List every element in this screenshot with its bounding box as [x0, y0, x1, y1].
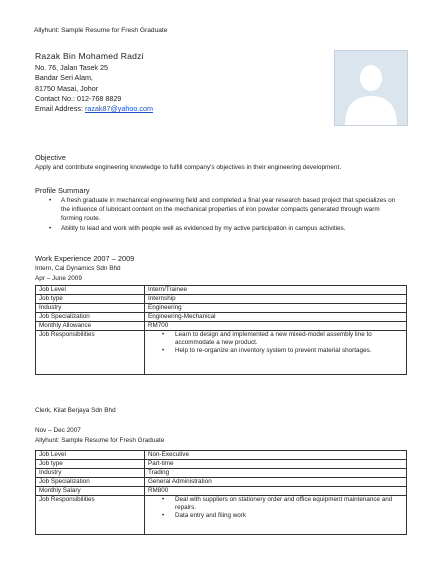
- address-line-3: 81750 Masai, Johor: [35, 83, 99, 93]
- table-key: Monthly Salary: [36, 487, 145, 496]
- email-link[interactable]: razak87@yahoo.com: [84, 104, 153, 114]
- table-row: [36, 331, 407, 375]
- page2-header: Allyhunt: Sample Resume for Fresh Graduate: [35, 437, 165, 444]
- profile-photo: [334, 50, 408, 126]
- table-value: Trading: [145, 469, 407, 478]
- table-value: Intern/Trainee: [145, 286, 407, 295]
- job1-table: [35, 285, 407, 375]
- table-key: Job Level: [36, 286, 145, 295]
- table-row: [36, 451, 407, 460]
- email-label: Email Address:: [35, 104, 85, 114]
- table-value: Part-time: [145, 460, 407, 469]
- responsibility-item: • Deal with suppliers on stationery order and office equipment maintenance and repairs.: [148, 496, 403, 512]
- table-row: [36, 322, 407, 331]
- table-value: RM700: [145, 322, 407, 331]
- table-key: Job Level: [36, 451, 145, 460]
- table-key: Job type: [36, 295, 145, 304]
- profile-summary-heading: Profile Summary: [35, 186, 90, 195]
- table-row: [36, 313, 407, 322]
- table-key: Industry: [36, 304, 145, 313]
- profile-summary-list: [47, 196, 399, 233]
- table-row: [36, 304, 407, 313]
- objective-text: Apply and contribute engineering knowledge to fulfill company's objectives in their engineering development.: [35, 164, 342, 171]
- responsibility-item: • Data entry and filing work: [148, 512, 403, 520]
- job2-period: Nov – Dec 2007: [35, 427, 81, 434]
- responsibility-item: • Help to re-organize an inventory system to prevent material shortages.: [148, 347, 403, 355]
- profile-item: • Ability to lead and work with people well as evidenced by my active participation in campus activities.: [47, 224, 399, 233]
- objective-heading: Objective: [35, 153, 66, 162]
- responsibility-item: • Learn to design and implemented a new mixed-model assembly line to accommodate a new product.: [148, 331, 403, 347]
- table-row: [36, 487, 407, 496]
- contact-number: Contact No.: 012-768 8829: [35, 93, 122, 103]
- table-value: Internship: [145, 295, 407, 304]
- table-key: Industry: [36, 469, 145, 478]
- applicant-name: Razak Bin Mohamed Radzi: [35, 51, 144, 61]
- person-silhouette-icon: [335, 51, 407, 125]
- table-value: Non-Executive: [145, 451, 407, 460]
- table-key: Job Specialization: [36, 313, 145, 322]
- table-value: Engineering: [145, 304, 407, 313]
- table-key: Job Responsibilities: [36, 496, 145, 535]
- table-key: Job Responsibilities: [36, 331, 145, 375]
- job1-period: Apr – June 2009: [35, 275, 82, 282]
- table-row: [36, 478, 407, 487]
- table-key: Job Specialization: [36, 478, 145, 487]
- address-line-2: Bandar Seri Alam,: [35, 73, 93, 83]
- table-value: RM800: [145, 487, 407, 496]
- table-key: Job type: [36, 460, 145, 469]
- address-line-1: No. 76, Jalan Tasek 25: [35, 63, 108, 72]
- job2-responsibilities: [145, 496, 407, 535]
- job2-table: [35, 450, 407, 535]
- profile-item: • A fresh graduate in mechanical engineering field and completed a final year research based project that specializes on the influence of lubricant content on the mechanical properties of iron powder compacts generated through warm forming route.: [47, 196, 399, 224]
- document-header: Allyhunt: Sample Resume for Fresh Graduate: [34, 27, 168, 34]
- email-line: [35, 104, 153, 114]
- table-row: [36, 295, 407, 304]
- table-value: General Administration: [145, 478, 407, 487]
- table-row: [36, 469, 407, 478]
- table-value: Engineering-Mechanical: [145, 313, 407, 322]
- work-experience-heading: Work Experience 2007 – 2009: [35, 254, 135, 263]
- table-row: [36, 460, 407, 469]
- contact-block: [35, 63, 153, 114]
- table-key: Monthly Allowance: [36, 322, 145, 331]
- table-row: [36, 286, 407, 295]
- job1-responsibilities: [145, 331, 407, 375]
- job1-company: Intern, Cal Dynamics Sdn Bhd: [35, 265, 121, 272]
- table-row: [36, 496, 407, 535]
- job2-company: Clerk, Kilat Berjaya Sdn Bhd: [35, 407, 116, 414]
